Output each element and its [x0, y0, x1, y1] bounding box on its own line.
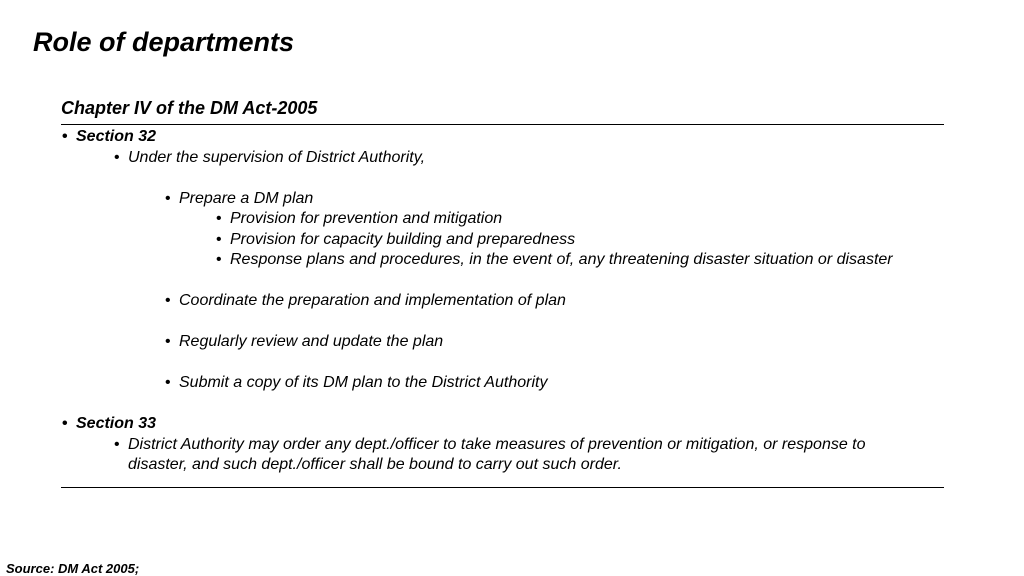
provision-item — [216, 230, 576, 250]
bottom-divider — [61, 487, 944, 488]
source-note: Source: DM Act 2005; — [6, 561, 140, 576]
provision-text: Provision for prevention and mitigation — [230, 210, 503, 227]
submit-text: Submit a copy of its DM plan to the District Authority — [179, 374, 548, 391]
prepare-plan-text: Prepare a DM plan — [179, 190, 314, 207]
section-33-text-line2: disaster, and such dept./officer shall be bound to carry out such order. — [128, 456, 622, 473]
provision-item — [216, 250, 893, 270]
section-33-heading: Section 33 — [76, 415, 157, 432]
bullet-icon: • — [216, 251, 222, 268]
provision-text: Response plans and procedures, in the event of, any threatening disaster situation or disaster — [230, 251, 893, 268]
section-33-text-line1: District Authority may order any dept./officer to take measures of prevention or mitigation, or response to — [128, 436, 866, 453]
section-32-intro-item — [114, 148, 426, 168]
section-33-item — [62, 414, 157, 434]
submit-item — [165, 373, 548, 393]
coordinate-item — [165, 291, 566, 311]
provision-text: Provision for capacity building and preparedness — [230, 231, 576, 248]
section-32-item — [62, 127, 157, 147]
bullet-icon: • — [216, 231, 222, 248]
bullet-icon: • — [62, 415, 68, 432]
bullet-icon: • — [114, 149, 120, 166]
page-title: Role of departments — [33, 27, 295, 57]
section-33-text-item — [114, 435, 866, 455]
bullet-icon: • — [165, 374, 171, 391]
bullet-icon: • — [114, 436, 120, 453]
bullet-icon: • — [165, 190, 171, 207]
coordinate-text: Coordinate the preparation and implementation of plan — [179, 292, 566, 309]
chapter-heading: Chapter IV of the DM Act-2005 — [61, 98, 318, 118]
provision-item — [216, 209, 503, 229]
section-32-heading: Section 32 — [76, 128, 157, 145]
review-item — [165, 332, 444, 352]
review-text: Regularly review and update the plan — [179, 333, 444, 350]
top-divider — [61, 124, 944, 125]
bullet-icon: • — [165, 333, 171, 350]
bullet-icon: • — [62, 128, 68, 145]
bullet-icon: • — [216, 210, 222, 227]
bullet-icon: • — [165, 292, 171, 309]
prepare-plan-item — [165, 189, 314, 209]
section-32-intro: Under the supervision of District Authority, — [128, 149, 426, 166]
